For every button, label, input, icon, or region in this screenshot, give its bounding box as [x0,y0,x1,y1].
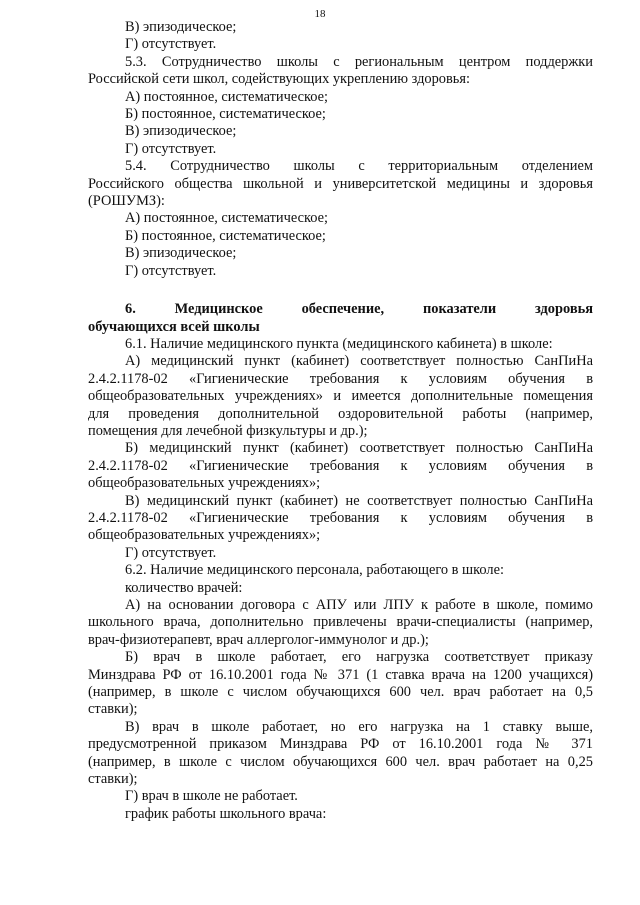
section-6-2-line: количество врачей: [125,579,243,596]
option-line: В) эпизодическое; [125,19,237,35]
section-6-1-line: 6.1. Наличие медицинского пункта (медицинского кабинета) в школе: [125,335,553,352]
section-6-2-line: 6.2. Наличие медицинского персонала, работающего в школе: [125,562,504,579]
section-6-2-line: школьного врача, дополнительно привлечены врачи-специалисты (например, [88,614,593,631]
option-line: Г) врач в школе не работает. [125,788,298,805]
section-5-3-line: Российской сети школ, содействующих укреплению здоровья: [88,71,470,88]
section-gap [88,280,593,301]
option-line: В) эпизодическое; [125,245,237,262]
section-6-heading: 6. Медицинское обеспечение, показатели здоровья [125,301,593,318]
section-6-2-line: (например, в школе с числом обучающихся 600 чел. врач работает на 0,5 [88,684,593,701]
section-6-2-line: А) на основании договора с АПУ или ЛПУ к работе в школе, помимо [125,597,593,613]
section-6-1-line: помещения для лечебной физкультуры и др.); [88,422,368,439]
section-6-2-line: ставки); [88,701,138,718]
section-6-2-line: предусмотренной приказом Минздрава РФ от 16.10.2001 года № 371 [88,736,593,753]
section-6-1-line: 2.4.2.1178-02 «Гигиенические требования к условиям обучения в [88,457,593,474]
section-6-2-line: (например, в школе с числом обучающихся 600 чел. врач работает на 0,25 [88,753,593,770]
section-6-1-line: В) медицинский пункт (кабинет) не соответствует полностью СанПиНа [125,492,593,509]
section-6-2-line: Б) врач в школе работает, его нагрузка соответствует приказу [125,649,593,666]
section-6-2-line: врач-физиотерапевт, врач аллерголог-иммунолог и др.); [88,631,429,648]
section-6-1-line: общеобразовательных учреждениях»; [88,475,321,492]
section-6-1-line: 2.4.2.1178-02 «Гигиенические требования к условиям обучения в [88,509,593,526]
section-6-1-line: Б) медицинский пункт (кабинет) соответствует полностью СанПиНа [125,440,593,457]
page-number: 18 [314,8,326,20]
option-line: А) постоянное, систематическое; [125,88,328,105]
section-5-4-line: 5.4. Сотрудничество школы с территориальным отделением [125,158,593,175]
section-6-2-line: Минздрава РФ от 16.10.2001 года № 371 (1 ставка врача на 1200 учащихся) [88,666,593,683]
option-line: Г) отсутствует. [125,140,217,157]
section-6-1-line: А) медицинский пункт (кабинет) соответствует полностью СанПиНа [125,353,593,370]
section-6-2-line: В) врач в школе работает, но его нагрузка на 1 ставку выше, [125,718,593,735]
section-6-2-line: ставки); [88,771,138,788]
section-6-heading: обучающихся всей школы [88,318,260,335]
section-6-1-line: общеобразовательных учреждениях»; [88,527,321,544]
section-6-2-line: график работы школьного врача: [125,805,327,822]
option-line: Г) отсутствует. [125,36,217,53]
section-5-4-line: (РОШУМЗ): [88,193,165,210]
section-5-3-line: 5.3. Сотрудничество школы с региональным центром поддержки [125,53,593,70]
option-line: В) эпизодическое; [125,123,237,140]
section-6-1-line: для проведения дополнительной оздоровительной работы (например, [88,405,593,422]
option-line: Б) постоянное, систематическое; [125,227,326,244]
section-6-1-line: 2.4.2.1178-02 «Гигиенические требования к условиям обучения в [88,370,593,387]
option-line: Г) отсутствует. [125,262,217,279]
section-6-1-line: общеобразовательных учреждениях» и имеется дополнительные помещения [88,388,593,405]
option-line: Г) отсутствует. [125,544,217,561]
section-5-4-line: Российского общества школьной и университетской медицины и здоровья [88,175,593,192]
option-line: Б) постоянное, систематическое; [125,106,326,123]
option-line: А) постоянное, систематическое; [125,210,328,227]
page-content [88,19,593,823]
